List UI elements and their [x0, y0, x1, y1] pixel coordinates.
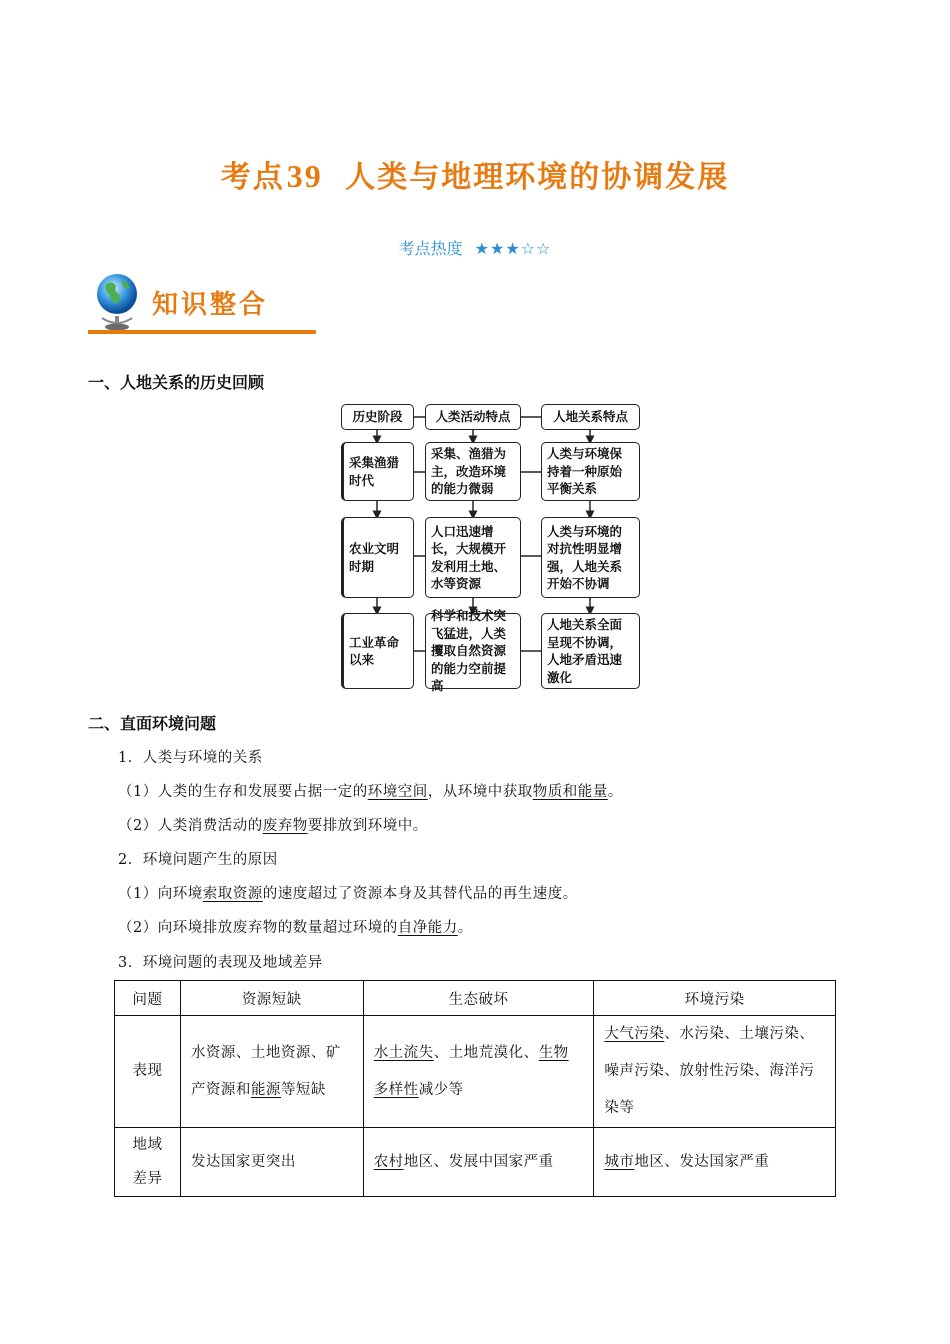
sub2-p2: （2）向环境排放废弃物的数量超过环境的自净能力。 [118, 920, 473, 936]
flow-activity-box: 科学和技术突飞猛进，人类攫取自然资源的能力空前提高 [425, 613, 521, 689]
table-header: 资源短缺 [180, 981, 363, 1016]
flow-stage-box: 工业革命以来 [341, 613, 414, 689]
table-cell: 城市地区、发达国家严重 [594, 1128, 836, 1197]
sub1-p1: （1）人类的生存和发展要占据一定的环境空间，从环境中获取物质和能量。 [118, 784, 623, 800]
page-title: 考点39 人类与地理环境的协调发展 [220, 158, 730, 195]
flow-header-activity: 人类活动特点 [425, 404, 521, 430]
flow-header-stage: 历史阶段 [341, 404, 414, 430]
table-header: 问题 [115, 981, 181, 1016]
table-row [115, 1128, 836, 1197]
row-label: 地域差异 [115, 1128, 181, 1197]
flow-relation-box: 人地关系全面呈现不协调，人地矛盾迅速激化 [541, 613, 640, 689]
section2-heading: 二、直面环境问题 [88, 714, 217, 733]
row-label: 表现 [115, 1016, 181, 1128]
flow-activity-box: 采集、渔猎为主，改造环境的能力微弱 [425, 442, 521, 501]
flow-stage-box: 采集渔猎时代 [341, 442, 414, 501]
table-cell: 水资源、土地资源、矿产资源和能源等短缺 [180, 1016, 363, 1128]
table-row [115, 1016, 836, 1128]
table-header: 环境污染 [594, 981, 836, 1016]
banner-label: 知识整合 [152, 290, 269, 320]
sub2-p1: （1）向环境索取资源的速度超过了资源本身及其替代品的再生速度。 [118, 886, 578, 902]
heat-label: 考点热度 [398, 239, 463, 258]
table-cell: 水土流失、土地荒漠化、生物多样性减少等 [363, 1016, 594, 1128]
heat-stars: ★★★☆☆ [474, 239, 552, 258]
sub2-title: 2．环境问题产生的原因 [118, 852, 278, 868]
section1-heading: 一、人地关系的历史回顾 [88, 373, 265, 392]
env-problems-table [114, 980, 836, 1197]
table-cell: 大气污染、水污染、土壤污染、噪声污染、放射性污染、海洋污染等 [594, 1016, 836, 1128]
flow-activity-box: 人口迅速增长，大规模开发利用土地、水等资源 [425, 517, 521, 598]
flow-stage-box: 农业文明时期 [341, 517, 414, 598]
flow-header-relation: 人地关系特点 [541, 404, 640, 430]
sub1-p2: （2）人类消费活动的废弃物要排放到环境中。 [118, 818, 428, 834]
table-cell: 农村地区、发展中国家严重 [363, 1128, 594, 1197]
table-cell: 发达国家更突出 [180, 1128, 363, 1197]
flow-relation-box: 人类与环境保持着一种原始平衡关系 [541, 442, 640, 501]
table-header: 生态破坏 [363, 981, 594, 1016]
sub3-title: 3．环境问题的表现及地域差异 [118, 955, 323, 971]
flow-relation-box: 人类与环境的对抗性明显增强，人地关系开始不协调 [541, 517, 640, 598]
sub1-title: 1．人类与环境的关系 [118, 750, 263, 766]
table-header-row [115, 981, 836, 1016]
